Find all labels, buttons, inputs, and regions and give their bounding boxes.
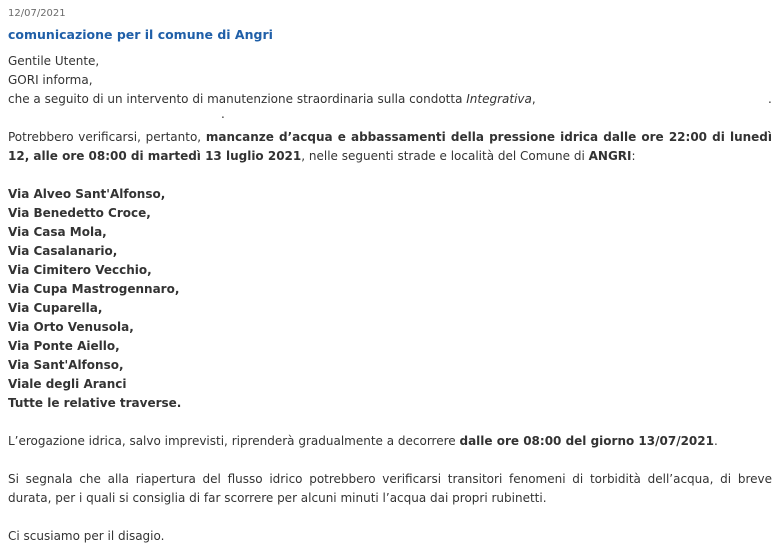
resume-time: dalle ore 08:00 del giorno 13/07/2021 — [459, 434, 714, 448]
list-item: Tutte le relative traverse. — [8, 396, 182, 410]
list-item: Via Benedetto Croce, — [8, 206, 151, 220]
street-list — [8, 185, 772, 413]
list-item: Via Ponte Aiello, — [8, 339, 120, 353]
resume-post: . — [713, 434, 718, 448]
intro-text: che a seguito di un intervento di manutenzione straordinaria sulla condotta — [8, 92, 467, 106]
intro-italic: Integrativa — [466, 92, 532, 106]
apology: Ci scusiamo per il disagio. — [8, 529, 165, 543]
list-item: Via Sant'Alfonso, — [8, 358, 124, 372]
post-title-link[interactable]: comunicazione per il comune di Angri — [8, 27, 273, 42]
list-item: Viale degli Aranci — [8, 377, 127, 391]
outage-colon: : — [631, 149, 636, 163]
outage-post: , nelle seguenti strade e località del Comune di — [301, 149, 589, 163]
stray-dot: . — [221, 107, 225, 121]
outage-window: mancanze d’acqua e abbassamenti della pressione idrica dalle ore 22:00 di lunedì 12, alle ore 08:00 di martedì 13 luglio 2021 — [8, 130, 772, 163]
list-item: Via Casa Mola, — [8, 225, 107, 239]
list-item: Via Cuparella, — [8, 301, 103, 315]
outage-pre: Potrebbero verificarsi, pertanto, — [8, 130, 206, 144]
intro-paragraph — [8, 90, 772, 109]
list-item: Via Alveo Sant'Alfonso, — [8, 187, 166, 201]
greeting: Gentile Utente, — [8, 54, 100, 68]
list-item: Via Orto Venusola, — [8, 320, 134, 334]
spacer — [8, 508, 772, 527]
outage-paragraph — [8, 128, 772, 166]
notice-article — [8, 0, 772, 546]
resume-pre: L’erogazione idrica, salvo imprevisti, riprenderà gradualmente a decorrere — [8, 434, 460, 448]
spacer — [8, 166, 772, 185]
intro-comma: , — [531, 92, 536, 106]
spacer — [8, 451, 772, 470]
list-item: Via Cupa Mastrogennaro, — [8, 282, 180, 296]
gori-informa: GORI informa, — [8, 73, 93, 87]
intro-end-dot: . — [768, 92, 772, 106]
resume-paragraph — [8, 432, 772, 451]
list-item: Via Cimitero Vecchio, — [8, 263, 152, 277]
post-date: 12/07/2021 — [8, 8, 66, 19]
outage-town: ANGRI — [588, 149, 632, 163]
spacer — [8, 413, 772, 432]
turbidity-paragraph: Si segnala che alla riapertura del flusso idrico potrebbero verificarsi transitori fenomeni di torbidità dell’acqua, di breve durata, per i quali si consiglia di far scorrere per alcuni minuti l’acqua dai propri rubinetti. — [8, 472, 772, 505]
list-item: Via Casalanario, — [8, 244, 118, 258]
